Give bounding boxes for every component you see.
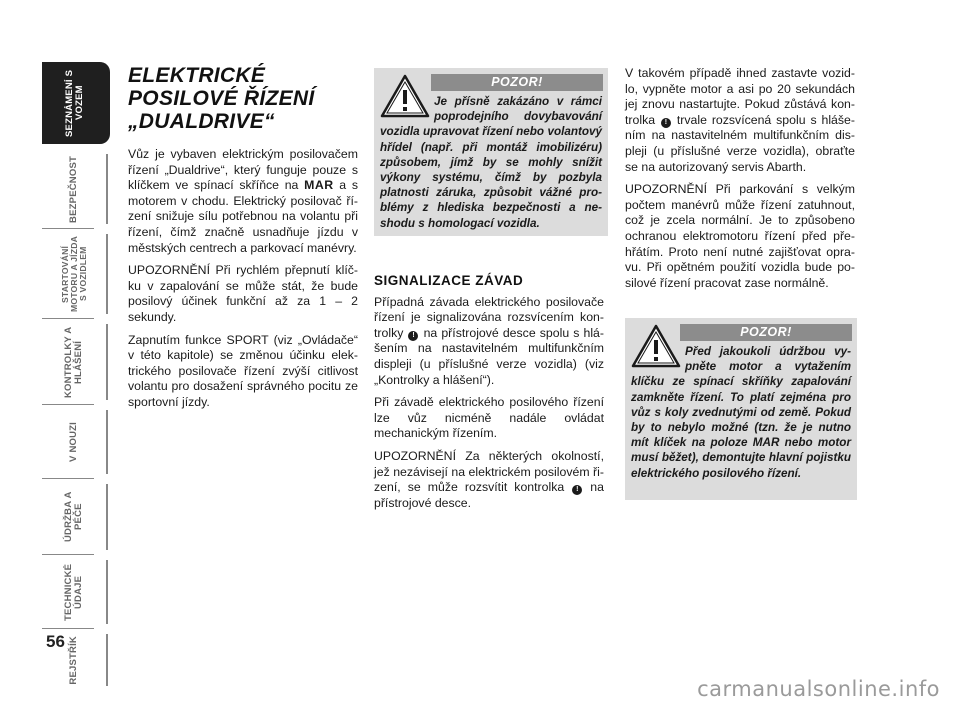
tab-divider bbox=[42, 554, 94, 555]
paragraph: UPOZORNĚNÍ Při parkování s velkým počtem manévrů může řízení zatuhnout, což je zcela normální. Je to způsobeno ochranou elektromotoru řízení před přehřátím. Proto není nutné zajišťovat opravu. Při opětném použití vozidla bude posilové řízení pracovat zase normálně. bbox=[625, 182, 855, 290]
tab-startovani[interactable] bbox=[42, 234, 108, 314]
steering-warning-lamp-icon: ! bbox=[572, 485, 582, 495]
tab-label: SEZNÁMENÍ S VOZEM bbox=[64, 69, 85, 137]
tab-label: ÚDRŽBA A PÉČE bbox=[63, 491, 84, 543]
tab-label: STARTOVÁNÍ MOTORU A JÍZDA S VOZIDLEM bbox=[59, 236, 88, 313]
warning-text: Před jakoukoli údržbou vypněte motor a vytažením klíčku ze spínací skříňky zapalování zamkněte řízení. To platí zejména pro vůz s koly zvednutými od země. Pokud by to nebylo možné (tzn. že je nutno mít klíček na poloze MAR nebo motor musí běžet), demontujte hlavní pojistku elektrického posilového řízení. bbox=[631, 345, 851, 480]
paragraph: UPOZORNĚNÍ Při rychlém přepnutí klíčku v zapalování se může stát, že bude posilový účinek funkční až za 1 – 2 sekundy. bbox=[128, 263, 358, 324]
tab-divider bbox=[42, 628, 94, 629]
tab-label: V NOUZI bbox=[68, 422, 79, 462]
page-number: 56 bbox=[46, 632, 65, 651]
tab-label: TECHNICKÉ ÚDAJE bbox=[63, 563, 84, 621]
paragraph: V takovém případě ihned zastavte vozidlo, vypněte motor a asi po 20 sekundách jej znovu nastartujte. Pokud zůstává kontrolka ! trvale rozsvícená spolu s hlášením na nastavitelném multifunkčním displeji (u příslušné verze vozidla), obraťte se na autorizovaný servis Abarth. bbox=[625, 66, 855, 174]
tab-udrzba[interactable] bbox=[42, 484, 108, 550]
paragraph: Vůz je vybaven elektrickým posilovačem řízení „Dualdrive“, který funguje pouze s klíčkem ve spínací skříňce na MAR a s motorem v chodu. Elektrický posilovač řízení snižuje sílu potřebnou na volantu při řízení, čímž značně usnadňuje jízdu v městských centrech a parkovací manévry. bbox=[128, 147, 358, 255]
section-title: ELEKTRICKÉ POSILOVÉ ŘÍZENÍ „DUALDRIVE“ bbox=[128, 64, 315, 133]
tab-divider bbox=[42, 404, 94, 405]
paragraph: UPOZORNĚNÍ Za některých okolností, jež nezávisejí na elektrickém posilovém řizení, se může rozsvítit kontrolka ! na přístrojové desce. bbox=[374, 448, 604, 510]
warning-header: POZOR! bbox=[431, 74, 603, 91]
steering-warning-lamp-icon: ! bbox=[661, 118, 671, 128]
tab-seznameni[interactable] bbox=[42, 62, 110, 144]
tab-kontrolky[interactable] bbox=[42, 324, 108, 400]
tab-bezpecnost[interactable] bbox=[42, 154, 108, 224]
warning-box bbox=[625, 318, 857, 500]
watermark: carmanualsonline.info bbox=[697, 677, 940, 701]
paragraph: Při závadě elektrického posilového řízení lze vůz nicméně nadále ovládat mechanickým řízením. bbox=[374, 395, 604, 441]
tab-label: KONTROLKY A HLÁŠENÍ bbox=[63, 326, 84, 398]
tab-label: REJSTŘÍK bbox=[68, 635, 79, 685]
tab-divider bbox=[42, 318, 94, 319]
column-left bbox=[128, 64, 358, 418]
mar-label: MAR bbox=[304, 178, 334, 193]
tab-technicke-udaje[interactable] bbox=[42, 560, 108, 624]
warning-header: POZOR! bbox=[680, 324, 852, 341]
column-middle bbox=[374, 273, 604, 518]
warning-box bbox=[374, 68, 608, 236]
section-heading: SIGNALIZACE ZÁVAD bbox=[374, 273, 524, 288]
tab-divider bbox=[42, 228, 94, 229]
tab-divider bbox=[42, 478, 94, 479]
column-right bbox=[625, 66, 855, 298]
paragraph: Případná závada elektrického posilovače řízení je signalizována rozsvícením kontrolky ! na přístrojové desce spolu s hlášením na nastavitelném multifunkčním displeji (u příslušné verze vozidla) (viz „Kontrolky a hlášení“). bbox=[374, 294, 605, 387]
steering-warning-lamp-icon: ! bbox=[408, 331, 418, 341]
tab-v-nouzi[interactable] bbox=[42, 410, 108, 474]
warning-text: Je přísně zakázáno v rámci poprodejního dovybavování vozidla upravovat řízení nebo volantový hřídel (např. při montáž imobilizéru) způsobem, jímž by se mohly snížit výkony systému, čímž by pozbyla platnosti záruka, způsobit vážné problémy z hlediska bezpečnosti a neshodu s homologací vozidla. bbox=[380, 95, 602, 230]
tab-label: BEZPEČNOST bbox=[68, 155, 79, 223]
paragraph: Zapnutím funkce SPORT (viz „Ovládače“ v této kapitole) se změnou účinku elektrického posilovače řízení zvýší citlivost volantu pro dosažení správného pocitu ze sportovní jízdy. bbox=[128, 332, 358, 409]
